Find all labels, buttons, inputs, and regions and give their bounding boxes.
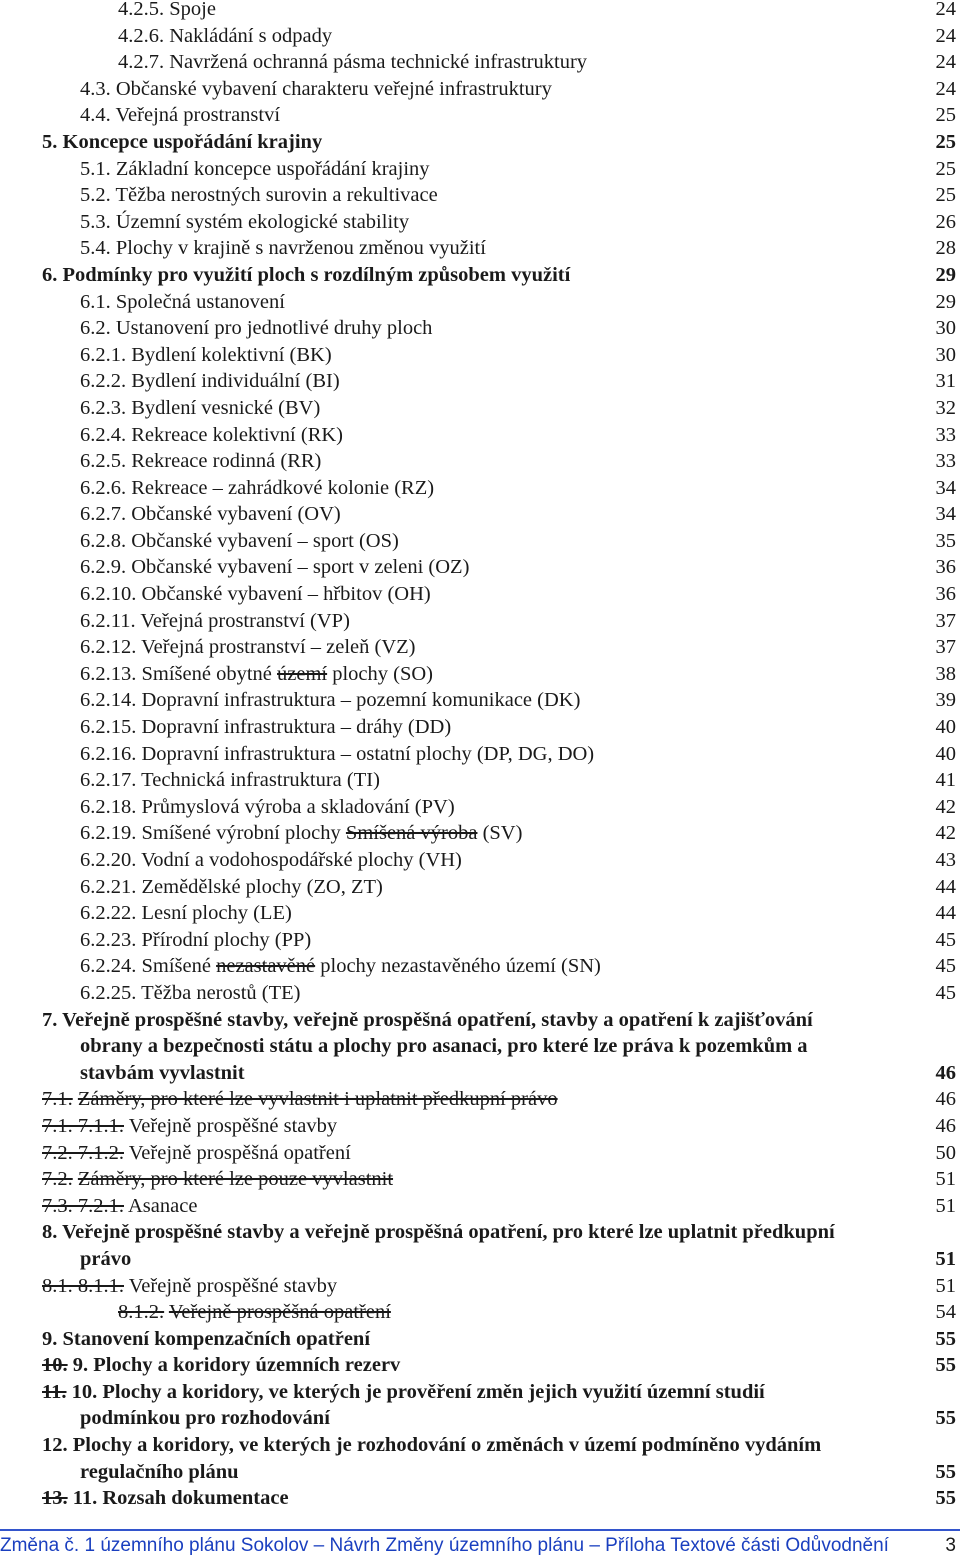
toc-entry-title: Veřejně prospěšné stavby a veřejně prospěšná opatření, pro které lze uplatnit předkupní bbox=[62, 1221, 835, 1244]
toc-entry-label bbox=[80, 368, 340, 395]
toc-entry[interactable] bbox=[42, 820, 956, 847]
toc-entry-number: 6.2.15. bbox=[80, 716, 137, 739]
toc-entry-number: 6.2.11. bbox=[80, 609, 136, 632]
toc-entry-title: Navržená ochranná pásma technické infrastruktury bbox=[169, 51, 588, 74]
toc-entry-number: 6.2.24. bbox=[80, 955, 137, 978]
toc-entry-number: 6.2.10. bbox=[80, 583, 137, 606]
toc-entry[interactable] bbox=[42, 953, 956, 980]
toc-entry-title: Rekreace kolektivní (RK) bbox=[131, 423, 344, 446]
toc-entry-page: 25 bbox=[935, 104, 956, 127]
toc-entry-label bbox=[118, 0, 216, 23]
toc-entry-number: 6.2.6. bbox=[80, 476, 127, 499]
toc-entry-label bbox=[42, 1086, 558, 1113]
toc-entry-label bbox=[80, 1033, 808, 1060]
toc-entry-number: 6.1. bbox=[80, 290, 111, 313]
toc-entry-page: 37 bbox=[935, 609, 956, 632]
toc-entry[interactable] bbox=[42, 528, 956, 555]
toc-entry-title: podmínkou pro rozhodování bbox=[80, 1407, 330, 1430]
toc-entry-page: 46 bbox=[935, 1114, 956, 1137]
toc-entry[interactable] bbox=[42, 209, 956, 236]
toc-entry-number: 10. bbox=[71, 1380, 98, 1403]
footer-page-number: 3 bbox=[945, 1535, 956, 1556]
toc-entry-title: Těžba nerostných surovin a rekultivace bbox=[115, 184, 438, 207]
toc-entry-label bbox=[42, 1219, 835, 1246]
toc-entry-page: 36 bbox=[935, 583, 956, 606]
toc-entry-number: 11. bbox=[72, 1487, 98, 1510]
toc-entry-label bbox=[42, 1113, 337, 1140]
toc-entry-title-cont: (SV) bbox=[482, 822, 523, 845]
toc-entry-title: Smíšené bbox=[141, 955, 211, 978]
toc-entry-label bbox=[42, 1485, 289, 1512]
toc-entry-page: 44 bbox=[935, 875, 956, 898]
toc-entry-label bbox=[80, 661, 433, 688]
toc-entry-page: 42 bbox=[935, 822, 956, 845]
toc-entry-page: 55 bbox=[935, 1407, 956, 1430]
toc-entry-title: Bydlení vesnické (BV) bbox=[131, 396, 321, 419]
toc-entry-number: 6.2.16. bbox=[80, 742, 137, 765]
toc-entry[interactable] bbox=[42, 1113, 956, 1140]
toc-entry[interactable] bbox=[42, 23, 956, 50]
toc-entry[interactable] bbox=[42, 847, 956, 874]
toc-entry-label bbox=[80, 1060, 245, 1087]
toc-entry[interactable] bbox=[42, 1459, 956, 1486]
toc-entry-title: Veřejně prospěšné stavby, veřejně prospěšná opatření, stavby a opatření k zajišťování bbox=[62, 1008, 813, 1031]
toc-entry-title: Veřejná prostranství (VP) bbox=[140, 609, 350, 632]
toc-entry-number: 12. bbox=[42, 1434, 68, 1457]
toc-entry-label bbox=[80, 475, 434, 502]
toc-entry[interactable] bbox=[42, 129, 956, 156]
toc-entry-page: 43 bbox=[935, 849, 956, 871]
toc-entry-label bbox=[80, 554, 469, 581]
toc-entry-page: 24 bbox=[935, 24, 956, 47]
toc-entry-number: 6.2.18. bbox=[80, 795, 137, 818]
toc-entry[interactable] bbox=[42, 1352, 956, 1379]
toc-entry-number: 5.4. bbox=[80, 237, 111, 260]
toc-entry-label bbox=[80, 820, 522, 847]
toc-entry[interactable] bbox=[42, 182, 956, 209]
toc-entry-title: Lesní plochy (LE) bbox=[141, 902, 292, 925]
toc-entry-title: Plochy v krajině s navrženou změnou využití bbox=[115, 237, 486, 260]
toc-entry[interactable] bbox=[42, 1140, 956, 1167]
toc-entry-label bbox=[80, 209, 409, 236]
toc-entry-number: 4.3. bbox=[80, 77, 111, 100]
toc-entry[interactable] bbox=[42, 554, 956, 581]
toc-entry-page: 51 bbox=[935, 1194, 956, 1217]
toc-entry-old-number: 13. bbox=[42, 1487, 68, 1510]
toc-entry-number: 6.2.5. bbox=[80, 450, 127, 473]
toc-entry-label bbox=[80, 342, 332, 369]
toc-entry[interactable] bbox=[42, 980, 956, 1007]
toc-entry-page: 40 bbox=[935, 716, 956, 739]
toc-entry-number: 9. bbox=[72, 1354, 89, 1377]
toc-entry-title: Rozsah dokumentace bbox=[102, 1487, 289, 1510]
toc-entry[interactable] bbox=[42, 422, 956, 449]
toc-entry-page: 29 bbox=[935, 290, 956, 313]
toc-entry-label bbox=[80, 767, 380, 794]
toc-entry[interactable] bbox=[42, 687, 956, 714]
toc-entry-title: Záměry, pro které lze pouze vyvlastnit bbox=[77, 1168, 394, 1191]
toc-entry[interactable] bbox=[42, 900, 956, 927]
toc-entry-page: 46 bbox=[935, 1061, 956, 1084]
toc-entry-page: 28 bbox=[935, 237, 956, 260]
toc-entry-number: 6.2.17. bbox=[80, 769, 137, 792]
toc-entry[interactable] bbox=[42, 395, 956, 422]
toc-entry-title: regulačního plánu bbox=[80, 1460, 239, 1483]
toc-entry-page: 45 bbox=[935, 981, 956, 1004]
toc-entry-title: Rekreace – zahrádkové kolonie (RZ) bbox=[131, 476, 435, 499]
toc-entry-title: Smíšené obytné bbox=[141, 662, 272, 685]
toc-entry-label bbox=[80, 76, 552, 103]
toc-entry-number: 6.2.21. bbox=[80, 875, 137, 898]
toc-entry-label bbox=[80, 953, 601, 980]
toc-entry-title: Spoje bbox=[169, 0, 216, 20]
toc-entry-label bbox=[80, 634, 416, 661]
toc-entry-page: 51 bbox=[935, 1168, 956, 1191]
toc-entry-title: Technická infrastruktura (TI) bbox=[141, 769, 380, 792]
toc-entry-title: Bydlení kolektivní (BK) bbox=[131, 343, 332, 366]
toc-entry-title: Podmínky pro využití ploch s rozdílným způsobem využití bbox=[62, 263, 571, 286]
toc-entry-title: Ustanovení pro jednotlivé druhy ploch bbox=[115, 317, 433, 340]
toc-entry-label bbox=[80, 528, 399, 555]
toc-entry[interactable] bbox=[42, 581, 956, 608]
toc-entry-page: 33 bbox=[935, 450, 956, 473]
toc-entry-page: 44 bbox=[935, 902, 956, 925]
toc-entry-deleted-text: území bbox=[277, 662, 328, 685]
toc-entry-number: 8. bbox=[42, 1221, 58, 1244]
toc-entry-number: 8.1.2. bbox=[118, 1301, 165, 1324]
toc-entry[interactable] bbox=[42, 1273, 956, 1300]
toc-entry-number: 5.3. bbox=[80, 210, 111, 233]
toc-entry[interactable] bbox=[42, 1193, 956, 1220]
toc-entry-title: Veřejně prospěšné stavby bbox=[128, 1114, 338, 1137]
toc-entry-title: Občanské vybavení – hřbitov (OH) bbox=[141, 583, 431, 606]
toc-entry-old-number: 10. bbox=[42, 1354, 68, 1377]
toc-entry-number: 4.4. bbox=[80, 104, 111, 127]
toc-entry-title-cont: plochy (SO) bbox=[332, 662, 434, 685]
toc-entry-title: Rekreace rodinná (RR) bbox=[131, 450, 322, 473]
toc-entry[interactable] bbox=[42, 661, 956, 688]
toc-entry-number: 6.2.14. bbox=[80, 689, 137, 712]
toc-entry-label bbox=[42, 1326, 370, 1353]
toc-entry-label bbox=[118, 1299, 391, 1326]
toc-entry-old-number: 7.2. 7.1.2. bbox=[42, 1141, 124, 1164]
toc-entry[interactable] bbox=[42, 634, 956, 661]
page-footer bbox=[0, 1529, 960, 1566]
toc-entry-label bbox=[118, 23, 332, 50]
toc-entry-old-number: 7.1. 7.1.1. bbox=[42, 1114, 124, 1137]
toc-entry-title: Koncepce uspořádání krajiny bbox=[62, 130, 323, 153]
toc-entry-title: Územní systém ekologické stability bbox=[115, 210, 410, 233]
toc-entry-title: Základní koncepce uspořádání krajiny bbox=[115, 157, 430, 180]
toc-entry-title: Veřejně prospěšná opatření bbox=[168, 1301, 391, 1324]
toc-entry[interactable] bbox=[42, 102, 956, 129]
toc-entry-title: Společná ustanovení bbox=[115, 290, 285, 313]
toc-entry-deleted-text: Smíšená výroba bbox=[345, 822, 478, 845]
table-of-contents bbox=[42, 0, 956, 1512]
toc-entry-title: Zemědělské plochy (ZO, ZT) bbox=[141, 875, 383, 898]
toc-entry[interactable] bbox=[42, 927, 956, 954]
toc-entry-page: 45 bbox=[935, 928, 956, 951]
toc-entry[interactable] bbox=[42, 368, 956, 395]
toc-entry-label bbox=[80, 289, 285, 316]
toc-entry[interactable] bbox=[42, 1299, 956, 1326]
toc-entry-old-number: 11. bbox=[42, 1380, 67, 1403]
toc-entry-label bbox=[80, 874, 383, 901]
toc-entry[interactable] bbox=[42, 475, 956, 502]
toc-entry-title: Občanské vybavení – sport v zeleni (OZ) bbox=[131, 556, 470, 579]
toc-entry-page: 38 bbox=[935, 662, 956, 685]
toc-entry-number: 4.2.5. bbox=[118, 0, 165, 20]
toc-entry[interactable] bbox=[42, 874, 956, 901]
toc-entry-label bbox=[80, 687, 580, 714]
toc-entry-label bbox=[80, 235, 486, 262]
toc-entry-number: 5.2. bbox=[80, 184, 111, 207]
toc-entry-page: 51 bbox=[935, 1247, 956, 1270]
toc-entry-page: 24 bbox=[935, 51, 956, 74]
toc-entry-page: 50 bbox=[935, 1141, 956, 1164]
toc-entry-page: 25 bbox=[935, 130, 956, 153]
toc-entry-label bbox=[42, 1273, 337, 1300]
toc-entry-number: 6.2.13. bbox=[80, 662, 137, 685]
toc-entry-number: 7. bbox=[42, 1008, 58, 1031]
toc-entry-page: 30 bbox=[935, 343, 956, 366]
toc-entry-label bbox=[42, 262, 570, 289]
toc-entry-title: Plochy a koridory územních rezerv bbox=[93, 1354, 401, 1377]
toc-entry[interactable] bbox=[42, 76, 956, 103]
toc-entry-number: 6.2.8. bbox=[80, 529, 127, 552]
toc-entry[interactable] bbox=[42, 289, 956, 316]
toc-entry-page: 55 bbox=[935, 1354, 956, 1377]
toc-entry[interactable] bbox=[42, 741, 956, 768]
toc-entry[interactable] bbox=[42, 1246, 956, 1273]
toc-entry-title: Asanace bbox=[128, 1194, 198, 1217]
toc-entry-page: 34 bbox=[935, 503, 956, 526]
toc-entry-number: 4.2.6. bbox=[118, 24, 165, 47]
toc-entry-page: 37 bbox=[935, 636, 956, 659]
toc-entry-title: Průmyslová výroba a skladování (PV) bbox=[141, 795, 455, 818]
toc-entry-title-cont: plochy nezastavěného území (SN) bbox=[320, 955, 601, 978]
toc-entry[interactable] bbox=[42, 1326, 956, 1353]
toc-entry-number: 6.2.20. bbox=[80, 849, 137, 871]
toc-entry[interactable] bbox=[42, 262, 956, 289]
toc-entry-page: 35 bbox=[935, 529, 956, 552]
toc-entry-label bbox=[42, 129, 322, 156]
toc-entry[interactable] bbox=[42, 608, 956, 635]
toc-entry[interactable] bbox=[42, 1432, 956, 1459]
toc-entry-title: právo bbox=[80, 1247, 132, 1270]
toc-entry-title: Dopravní infrastruktura – dráhy (DD) bbox=[141, 716, 452, 739]
toc-entry-old-number: 8.1. 8.1.1. bbox=[42, 1274, 124, 1297]
toc-entry-title: Bydlení individuální (BI) bbox=[131, 370, 340, 393]
toc-entry-title: Stanovení kompenzačních opatření bbox=[62, 1327, 371, 1350]
toc-entry-number: 6.2.1. bbox=[80, 343, 127, 366]
toc-entry-page: 33 bbox=[935, 423, 956, 446]
toc-entry-label bbox=[80, 422, 343, 449]
toc-entry-title: Dopravní infrastruktura – pozemní komunikace (DK) bbox=[141, 689, 581, 712]
toc-entry-label bbox=[80, 714, 451, 741]
toc-entry-number: 7.1. bbox=[42, 1088, 73, 1111]
toc-entry-number: 6.2.4. bbox=[80, 423, 127, 446]
toc-entry-number: 6.2.9. bbox=[80, 556, 127, 579]
toc-entry-number: 6.2.2. bbox=[80, 370, 127, 393]
toc-entry[interactable] bbox=[42, 1033, 956, 1060]
toc-entry-page: 54 bbox=[935, 1301, 956, 1324]
toc-entry-title: Těžba nerostů (TE) bbox=[141, 981, 301, 1004]
toc-entry-number: 6.2.12. bbox=[80, 636, 137, 659]
toc-entry[interactable] bbox=[42, 794, 956, 821]
toc-entry-label bbox=[42, 1379, 765, 1406]
toc-entry-label bbox=[42, 1007, 813, 1034]
toc-entry-page: 34 bbox=[935, 476, 956, 499]
toc-entry-title: Záměry, pro které lze vyvlastnit i uplatnit předkupní právo bbox=[77, 1088, 558, 1111]
toc-entry-number: 6.2.25. bbox=[80, 981, 137, 1004]
toc-entry-title: Plochy a koridory, ve kterých je rozhodování o změnách v území podmíněno vydáním bbox=[72, 1434, 822, 1457]
toc-entry-page: 46 bbox=[935, 1088, 956, 1111]
toc-entry-number: 6.2.3. bbox=[80, 396, 127, 419]
toc-entry-page: 26 bbox=[935, 210, 956, 233]
toc-entry[interactable] bbox=[42, 235, 956, 262]
toc-entry-label bbox=[80, 1405, 330, 1432]
toc-entry-page: 55 bbox=[935, 1487, 956, 1510]
toc-entry-label bbox=[80, 156, 430, 183]
toc-entry-label bbox=[80, 608, 350, 635]
toc-entry[interactable] bbox=[42, 1379, 956, 1406]
toc-entry-title: Smíšené výrobní plochy bbox=[141, 822, 341, 845]
toc-entry-label bbox=[42, 1432, 821, 1459]
toc-entry[interactable] bbox=[42, 156, 956, 183]
toc-entry-label bbox=[118, 49, 587, 76]
toc-entry-deleted-text: nezastavěné bbox=[216, 955, 316, 978]
toc-entry[interactable] bbox=[42, 1405, 956, 1432]
toc-entry[interactable] bbox=[42, 49, 956, 76]
toc-entry[interactable] bbox=[42, 1060, 956, 1087]
toc-entry[interactable] bbox=[42, 501, 956, 528]
toc-entry-title: Dopravní infrastruktura – ostatní plochy (DP, DG, DO) bbox=[141, 742, 595, 765]
toc-entry[interactable] bbox=[42, 1086, 956, 1113]
toc-entry-label bbox=[42, 1193, 197, 1220]
toc-entry-page: 31 bbox=[935, 370, 956, 393]
toc-entry[interactable] bbox=[42, 1485, 956, 1512]
toc-entry-old-number: 7.3. 7.2.1. bbox=[42, 1194, 124, 1217]
toc-entry[interactable] bbox=[42, 1007, 956, 1034]
toc-entry-number: 5. bbox=[42, 130, 58, 153]
toc-entry-label bbox=[80, 102, 280, 129]
toc-entry-label bbox=[80, 1459, 239, 1486]
toc-entry-label bbox=[42, 1166, 393, 1193]
toc-entry-label bbox=[80, 847, 462, 874]
toc-entry-page: 51 bbox=[935, 1274, 956, 1297]
footer-title: Změna č. 1 územního plánu Sokolov – Návrh Změny územního plánu – Příloha Textové části Odůvodnění bbox=[0, 1535, 889, 1556]
toc-entry-label bbox=[80, 900, 292, 927]
toc-entry-page: 45 bbox=[935, 955, 956, 978]
toc-entry-number: 5.1. bbox=[80, 157, 111, 180]
toc-entry-page: 55 bbox=[935, 1327, 956, 1350]
toc-entry-page: 29 bbox=[935, 263, 956, 286]
toc-entry-title: Občanské vybavení – sport (OS) bbox=[131, 529, 399, 552]
toc-entry-label bbox=[80, 980, 301, 1007]
toc-entry[interactable] bbox=[42, 315, 956, 342]
toc-entry-page: 39 bbox=[935, 689, 956, 712]
toc-entry-label bbox=[42, 1140, 351, 1167]
toc-entry-page: 24 bbox=[935, 77, 956, 100]
toc-entry-page: 41 bbox=[935, 769, 956, 792]
toc-entry-number: 4.2.7. bbox=[118, 51, 165, 74]
toc-entry-number: 6.2.7. bbox=[80, 503, 127, 526]
toc-entry-label bbox=[80, 182, 438, 209]
toc-entry-title: Veřejně prospěšné stavby bbox=[128, 1274, 338, 1297]
toc-entry-label bbox=[80, 741, 594, 768]
toc-entry-title: Občanské vybavení (OV) bbox=[131, 503, 341, 526]
toc-entry-number: 7.2. bbox=[42, 1168, 73, 1191]
toc-entry-number: 9. bbox=[42, 1327, 58, 1350]
toc-entry-title: obrany a bezpečnosti státu a plochy pro asanaci, pro které lze práva k pozemkům a bbox=[80, 1035, 808, 1058]
toc-entry-title: Veřejně prospěšná opatření bbox=[128, 1141, 351, 1164]
toc-entry-label bbox=[42, 1352, 400, 1379]
toc-entry-page: 40 bbox=[935, 742, 956, 765]
toc-entry-page: 36 bbox=[935, 556, 956, 579]
toc-entry[interactable] bbox=[42, 448, 956, 475]
toc-entry-title: Plochy a koridory, ve kterých je prověření změn jejich využití územní studií bbox=[102, 1380, 765, 1403]
toc-entry[interactable] bbox=[42, 0, 956, 23]
toc-entry-page: 24 bbox=[935, 0, 956, 20]
toc-entry-label bbox=[80, 501, 341, 528]
toc-entry-label bbox=[80, 1246, 131, 1273]
toc-entry-label bbox=[80, 448, 321, 475]
toc-entry-page: 55 bbox=[935, 1460, 956, 1483]
toc-entry-label bbox=[80, 794, 455, 821]
toc-entry[interactable] bbox=[42, 714, 956, 741]
toc-entry[interactable] bbox=[42, 1166, 956, 1193]
toc-entry-page: 42 bbox=[935, 795, 956, 818]
toc-entry-page: 25 bbox=[935, 184, 956, 207]
toc-entry[interactable] bbox=[42, 342, 956, 369]
toc-entry[interactable] bbox=[42, 1219, 956, 1246]
toc-entry-title: Vodní a vodohospodářské plochy (VH) bbox=[141, 849, 462, 871]
toc-entry-number: 6.2.22. bbox=[80, 902, 137, 925]
toc-entry-title: Občanské vybavení charakteru veřejné infrastruktury bbox=[115, 77, 552, 100]
toc-entry[interactable] bbox=[42, 767, 956, 794]
toc-entry-page: 32 bbox=[935, 396, 956, 419]
toc-entry-page: 30 bbox=[935, 317, 956, 340]
toc-entry-number: 6.2.23. bbox=[80, 928, 137, 951]
toc-entry-label bbox=[80, 315, 432, 342]
toc-entry-label bbox=[80, 927, 311, 954]
toc-entry-number: 6. bbox=[42, 263, 58, 286]
toc-entry-title: Přírodní plochy (PP) bbox=[141, 928, 312, 951]
toc-entry-label bbox=[80, 581, 431, 608]
toc-entry-page: 25 bbox=[935, 157, 956, 180]
toc-entry-number: 6.2.19. bbox=[80, 822, 137, 845]
toc-entry-label bbox=[80, 395, 320, 422]
toc-entry-number: 6.2. bbox=[80, 317, 111, 340]
toc-entry-title: Nakládání s odpady bbox=[169, 24, 333, 47]
toc-entry-title: Veřejná prostranství bbox=[115, 104, 281, 127]
toc-entry-title: stavbám vyvlastnit bbox=[80, 1061, 245, 1084]
toc-entry-title: Veřejná prostranství – zeleň (VZ) bbox=[141, 636, 416, 659]
